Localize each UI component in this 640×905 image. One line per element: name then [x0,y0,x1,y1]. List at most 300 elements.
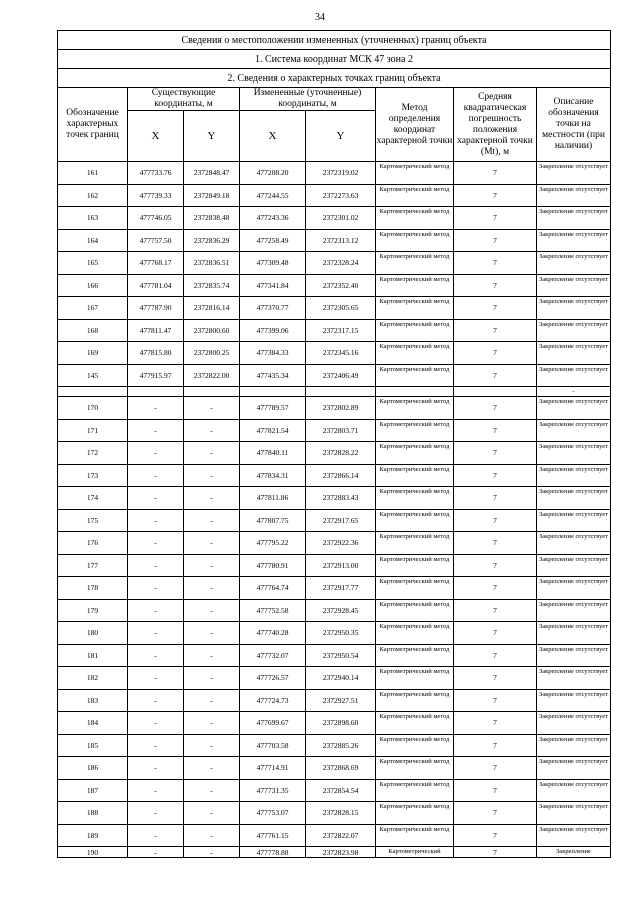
changed-x-cell: 477370.77 [240,297,306,320]
changed-y-cell: 2372317.15 [306,319,376,342]
changed-y-cell [306,387,376,397]
description-cell: Закрепление отсутствует [537,442,611,465]
method-cell: Картометрический метод [376,364,454,387]
separator-row [58,387,611,397]
method-cell: Картометрический метод [376,667,454,690]
accuracy-cell: 7 [454,802,537,825]
accuracy-cell: 7 [454,274,537,297]
existing-x-cell: 477915.97 [128,364,184,387]
table-row [58,779,611,802]
existing-y-cell: - [184,824,240,847]
changed-y-cell: 2372823.98 [306,847,376,858]
col-changed-y: Y [306,111,376,162]
changed-x-cell: 477789.57 [240,397,306,420]
method-cell: Картометрический метод [376,802,454,825]
changed-x-cell: 477764.74 [240,577,306,600]
point-number-cell: 181 [58,644,128,667]
method-cell: Картометрический метод [376,252,454,275]
table-row [58,847,611,858]
existing-x-cell: 477815.80 [128,342,184,365]
point-number-cell: 168 [58,319,128,342]
table-row [58,802,611,825]
existing-x-cell: 477733.76 [128,162,184,185]
description-cell: Закрепление [537,847,611,858]
point-number-cell: 175 [58,509,128,532]
accuracy-cell: 7 [454,622,537,645]
changed-x-cell: 477341.84 [240,274,306,297]
changed-y-cell: 2372345.16 [306,342,376,365]
accuracy-cell: 7 [454,252,537,275]
method-cell: Картометрический метод [376,689,454,712]
changed-y-cell: 2372868.69 [306,757,376,780]
method-cell: Картометрический метод [376,734,454,757]
method-cell: Картометрический метод [376,274,454,297]
point-number-cell: 178 [58,577,128,600]
col-existing-coordinates: Существующие координаты, м [128,88,240,111]
point-number-cell [58,387,128,397]
table-row [58,509,611,532]
existing-y-cell: - [184,779,240,802]
table-row [58,554,611,577]
changed-y-cell: 2372803.71 [306,419,376,442]
changed-x-cell: 477399.06 [240,319,306,342]
accuracy-cell: 7 [454,577,537,600]
changed-x-cell: 477309.48 [240,252,306,275]
page-number: 34 [315,12,325,23]
point-number-cell: 182 [58,667,128,690]
existing-y-cell: 2372838.48 [184,207,240,230]
description-cell: Закрепление отсутствует [537,364,611,387]
table-row [58,442,611,465]
accuracy-cell: 7 [454,229,537,252]
table-row [58,229,611,252]
changed-x-cell: 477699.67 [240,712,306,735]
changed-y-cell: 2372950.35 [306,622,376,645]
point-number-cell: 161 [58,162,128,185]
existing-y-cell: - [184,622,240,645]
accuracy-cell: 7 [454,364,537,387]
changed-x-cell: 477778.88 [240,847,306,858]
changed-x-cell: 477435.34 [240,364,306,387]
existing-x-cell: 477746.05 [128,207,184,230]
table-row [58,757,611,780]
accuracy-cell: 7 [454,644,537,667]
existing-x-cell: - [128,622,184,645]
existing-y-cell: - [184,802,240,825]
method-cell: Картометрический метод [376,397,454,420]
col-description: Описание обозначения точки на местности (при наличии) [537,88,611,162]
point-number-cell: 180 [58,622,128,645]
accuracy-cell: 7 [454,487,537,510]
changed-y-cell: 2372305.65 [306,297,376,320]
table-row [58,184,611,207]
changed-y-cell: 2372854.54 [306,779,376,802]
changed-y-cell: 2372917.77 [306,577,376,600]
existing-x-cell: 477739.33 [128,184,184,207]
table-body [58,162,611,858]
changed-x-cell: 477811.86 [240,487,306,510]
existing-x-cell: - [128,644,184,667]
point-number-cell: 177 [58,554,128,577]
description-cell: Закрепление отсутствует [537,689,611,712]
existing-y-cell: - [184,644,240,667]
existing-x-cell: - [128,712,184,735]
description-cell: Закрепление отсутствует [537,297,611,320]
existing-x-cell: 477757.50 [128,229,184,252]
description-cell: Закрепление отсутствует [537,342,611,365]
accuracy-cell: 7 [454,712,537,735]
existing-x-cell: - [128,442,184,465]
col-changed-x: X [240,111,306,162]
changed-x-cell: 477384.33 [240,342,306,365]
changed-y-cell: 2372917.65 [306,509,376,532]
accuracy-cell: 7 [454,442,537,465]
existing-y-cell: - [184,734,240,757]
existing-y-cell: - [184,464,240,487]
existing-y-cell: - [184,757,240,780]
changed-y-cell: 2372802.89 [306,397,376,420]
accuracy-cell: 7 [454,319,537,342]
existing-x-cell: - [128,464,184,487]
method-cell: Картометрический метод [376,532,454,555]
accuracy-cell: 7 [454,599,537,622]
description-cell: Закрепление отсутствует [537,644,611,667]
table-row [58,464,611,487]
changed-x-cell: 477726.57 [240,667,306,690]
description-cell: Закрепление отсутствует [537,207,611,230]
table-row [58,667,611,690]
point-number-cell: 186 [58,757,128,780]
existing-y-cell: - [184,442,240,465]
method-cell: Картометрический метод [376,207,454,230]
existing-x-cell: - [128,577,184,600]
existing-x-cell: - [128,509,184,532]
accuracy-cell: 7 [454,162,537,185]
changed-y-cell: 2372273.63 [306,184,376,207]
method-cell [376,387,454,397]
existing-y-cell: - [184,599,240,622]
existing-y-cell [184,387,240,397]
description-cell: Закрепление отсутствует [537,599,611,622]
existing-y-cell: 2372816.14 [184,297,240,320]
point-number-cell: 190 [58,847,128,858]
changed-y-cell: 2372940.14 [306,667,376,690]
accuracy-cell: 7 [454,824,537,847]
table-row [58,734,611,757]
description-cell: Закрепление отсутствует [537,274,611,297]
accuracy-cell: 7 [454,509,537,532]
description-cell: Закрепление отсутствует [537,667,611,690]
changed-x-cell: 477732.07 [240,644,306,667]
existing-x-cell [128,387,184,397]
existing-x-cell: - [128,802,184,825]
method-cell: Картометрический метод [376,342,454,365]
table-row [58,342,611,365]
table-row [58,397,611,420]
col-existing-x: X [128,111,184,162]
changed-y-cell: 2372319.02 [306,162,376,185]
existing-y-cell: 2372848.47 [184,162,240,185]
existing-y-cell: 2372836.29 [184,229,240,252]
existing-y-cell: - [184,689,240,712]
description-cell: Закрепление отсутствует [537,532,611,555]
changed-x-cell: 477780.91 [240,554,306,577]
changed-y-cell: 2372828.15 [306,802,376,825]
existing-x-cell: - [128,689,184,712]
point-number-cell: 183 [58,689,128,712]
changed-y-cell: 2372922.36 [306,532,376,555]
changed-y-cell: 2372885.26 [306,734,376,757]
changed-y-cell: 2372928.45 [306,599,376,622]
existing-x-cell: 477781.04 [128,274,184,297]
accuracy-cell: 7 [454,554,537,577]
existing-x-cell: - [128,487,184,510]
changed-y-cell: 2372898.60 [306,712,376,735]
existing-y-cell: 2372849.18 [184,184,240,207]
method-cell: Картометрический метод [376,757,454,780]
changed-y-cell: 2372328.24 [306,252,376,275]
description-cell: Закрепление отсутствует [537,184,611,207]
table-row [58,487,611,510]
description-cell: Закрепление отсутствует [537,554,611,577]
changed-y-cell: 2372927.51 [306,689,376,712]
table-row [58,297,611,320]
point-number-cell: 189 [58,824,128,847]
table-row [58,252,611,275]
point-number-cell: 172 [58,442,128,465]
description-cell: Закрепление отсутствует [537,509,611,532]
method-cell: Картометрический метод [376,554,454,577]
accuracy-cell: 7 [454,184,537,207]
changed-x-cell: 477752.58 [240,599,306,622]
existing-y-cell: - [184,532,240,555]
accuracy-cell [454,387,537,397]
method-cell: Картометрический метод [376,162,454,185]
description-cell: Закрепление отсутствует [537,577,611,600]
existing-y-cell: - [184,554,240,577]
table-row [58,622,611,645]
coordinate-system: 1. Система координат МСК 47 зона 2 [58,50,611,69]
existing-x-cell: - [128,779,184,802]
accuracy-cell: 7 [454,847,537,858]
existing-y-cell: - [184,667,240,690]
changed-y-cell: 2372301.02 [306,207,376,230]
description-cell: Закрепление отсутствует [537,824,611,847]
point-number-cell: 145 [58,364,128,387]
method-cell: Картометрический метод [376,509,454,532]
description-cell: Закрепление отсутствует [537,252,611,275]
method-cell: Картометрический метод [376,319,454,342]
existing-x-cell: - [128,397,184,420]
changed-y-cell: 2372313.12 [306,229,376,252]
method-cell: Картометрический метод [376,442,454,465]
existing-y-cell: 2372822.00 [184,364,240,387]
changed-x-cell: 477731.35 [240,779,306,802]
method-cell: Картометрический метод [376,419,454,442]
changed-x-cell: 477714.91 [240,757,306,780]
changed-y-cell: 2372950.54 [306,644,376,667]
point-number-cell: 174 [58,487,128,510]
method-cell: Картометрический метод [376,712,454,735]
method-cell: Картометрический метод [376,599,454,622]
accuracy-cell: 7 [454,464,537,487]
description-cell: - [537,387,611,397]
existing-y-cell: 2372835.74 [184,274,240,297]
table-row [58,689,611,712]
accuracy-cell: 7 [454,734,537,757]
description-cell: Закрепление отсутствует [537,757,611,780]
point-number-cell: 165 [58,252,128,275]
point-number-cell: 184 [58,712,128,735]
method-cell: Картометрический метод [376,297,454,320]
point-number-cell: 188 [58,802,128,825]
existing-x-cell: - [128,734,184,757]
table-title: Сведения о местоположении измененных (уточненных) границ объекта [58,31,611,50]
changed-y-cell: 2372883.43 [306,487,376,510]
existing-y-cell: - [184,419,240,442]
method-cell: Картометрический метод [376,229,454,252]
accuracy-cell: 7 [454,397,537,420]
table-row [58,274,611,297]
point-number-cell: 166 [58,274,128,297]
description-cell: Закрепление отсутствует [537,464,611,487]
method-cell: Картометрический метод [376,464,454,487]
method-cell: Картометрический метод [376,622,454,645]
description-cell: Закрепление отсутствует [537,779,611,802]
existing-y-cell: - [184,397,240,420]
point-number-cell: 164 [58,229,128,252]
changed-x-cell: 477834.31 [240,464,306,487]
point-number-cell: 162 [58,184,128,207]
changed-x-cell: 477208.20 [240,162,306,185]
accuracy-cell: 7 [454,779,537,802]
changed-y-cell: 2372352.40 [306,274,376,297]
description-cell: Закрепление отсутствует [537,622,611,645]
existing-x-cell: 477768.17 [128,252,184,275]
method-cell: Картометрический метод [376,487,454,510]
existing-x-cell: - [128,757,184,780]
section-title: 2. Сведения о характерных точках границ объекта [58,69,611,88]
description-cell: Закрепление отсутствует [537,397,611,420]
existing-x-cell: - [128,419,184,442]
existing-y-cell: 2372836.51 [184,252,240,275]
description-cell: Закрепление отсутствует [537,229,611,252]
method-cell: Картометрический метод [376,184,454,207]
changed-x-cell: 477795.22 [240,532,306,555]
point-number-cell: 173 [58,464,128,487]
accuracy-cell: 7 [454,667,537,690]
accuracy-cell: 7 [454,297,537,320]
col-accuracy: Средняя квадратическая погрешность положения характерной точки (Mt), м [454,88,537,162]
point-number-cell: 167 [58,297,128,320]
point-number-cell: 171 [58,419,128,442]
accuracy-cell: 7 [454,757,537,780]
table-row [58,207,611,230]
existing-x-cell: - [128,599,184,622]
description-cell: Закрепление отсутствует [537,734,611,757]
changed-x-cell: 477258.49 [240,229,306,252]
method-cell: Картометрический метод [376,577,454,600]
point-number-cell: 170 [58,397,128,420]
boundary-points-table [57,30,611,858]
changed-x-cell: 477761.15 [240,824,306,847]
existing-y-cell: - [184,847,240,858]
changed-y-cell: 2372866.14 [306,464,376,487]
changed-x-cell: 477821.54 [240,419,306,442]
table-row [58,532,611,555]
changed-x-cell: 477740.28 [240,622,306,645]
changed-x-cell: 477724.73 [240,689,306,712]
method-cell: Картометрический метод [376,644,454,667]
existing-x-cell: - [128,667,184,690]
changed-y-cell: 2372828.22 [306,442,376,465]
existing-x-cell: - [128,847,184,858]
changed-y-cell: 2372822.07 [306,824,376,847]
col-changed-coordinates: Измененные (уточненные) координаты, м [240,88,376,111]
method-cell: Картометрический метод [376,824,454,847]
table-row [58,712,611,735]
existing-y-cell: - [184,487,240,510]
table-row [58,824,611,847]
existing-x-cell: 477787.90 [128,297,184,320]
existing-y-cell: - [184,509,240,532]
point-number-cell: 179 [58,599,128,622]
table-row [58,364,611,387]
description-cell: Закрепление отсутствует [537,802,611,825]
changed-y-cell: 2372913.00 [306,554,376,577]
accuracy-cell: 7 [454,419,537,442]
existing-y-cell: - [184,577,240,600]
changed-x-cell: 477840.11 [240,442,306,465]
changed-y-cell: 2372406.49 [306,364,376,387]
existing-y-cell: 2372800.60 [184,319,240,342]
changed-x-cell: 477244.55 [240,184,306,207]
point-number-cell: 187 [58,779,128,802]
col-existing-y: Y [184,111,240,162]
description-cell: Закрепление отсутствует [537,419,611,442]
point-number-cell: 176 [58,532,128,555]
table-row [58,577,611,600]
existing-x-cell: - [128,824,184,847]
existing-x-cell: - [128,532,184,555]
point-number-cell: 169 [58,342,128,365]
existing-y-cell: - [184,712,240,735]
table-row [58,644,611,667]
method-cell: Картометрический [376,847,454,858]
existing-y-cell: 2372800.25 [184,342,240,365]
method-cell: Картометрический метод [376,779,454,802]
changed-x-cell: 477243.36 [240,207,306,230]
col-designation: Обозначение характерных точек границ [58,88,128,162]
description-cell: Закрепление отсутствует [537,487,611,510]
changed-x-cell: 477703.58 [240,734,306,757]
description-cell: Закрепление отсутствует [537,319,611,342]
table-row [58,319,611,342]
accuracy-cell: 7 [454,207,537,230]
accuracy-cell: 7 [454,342,537,365]
table-row [58,162,611,185]
col-method: Метод определения координат характерной точки [376,88,454,162]
table-row [58,599,611,622]
point-number-cell: 163 [58,207,128,230]
changed-x-cell [240,387,306,397]
description-cell: Закрепление отсутствует [537,162,611,185]
changed-x-cell: 477807.75 [240,509,306,532]
changed-x-cell: 477753.07 [240,802,306,825]
accuracy-cell: 7 [454,532,537,555]
point-number-cell: 185 [58,734,128,757]
existing-x-cell: - [128,554,184,577]
